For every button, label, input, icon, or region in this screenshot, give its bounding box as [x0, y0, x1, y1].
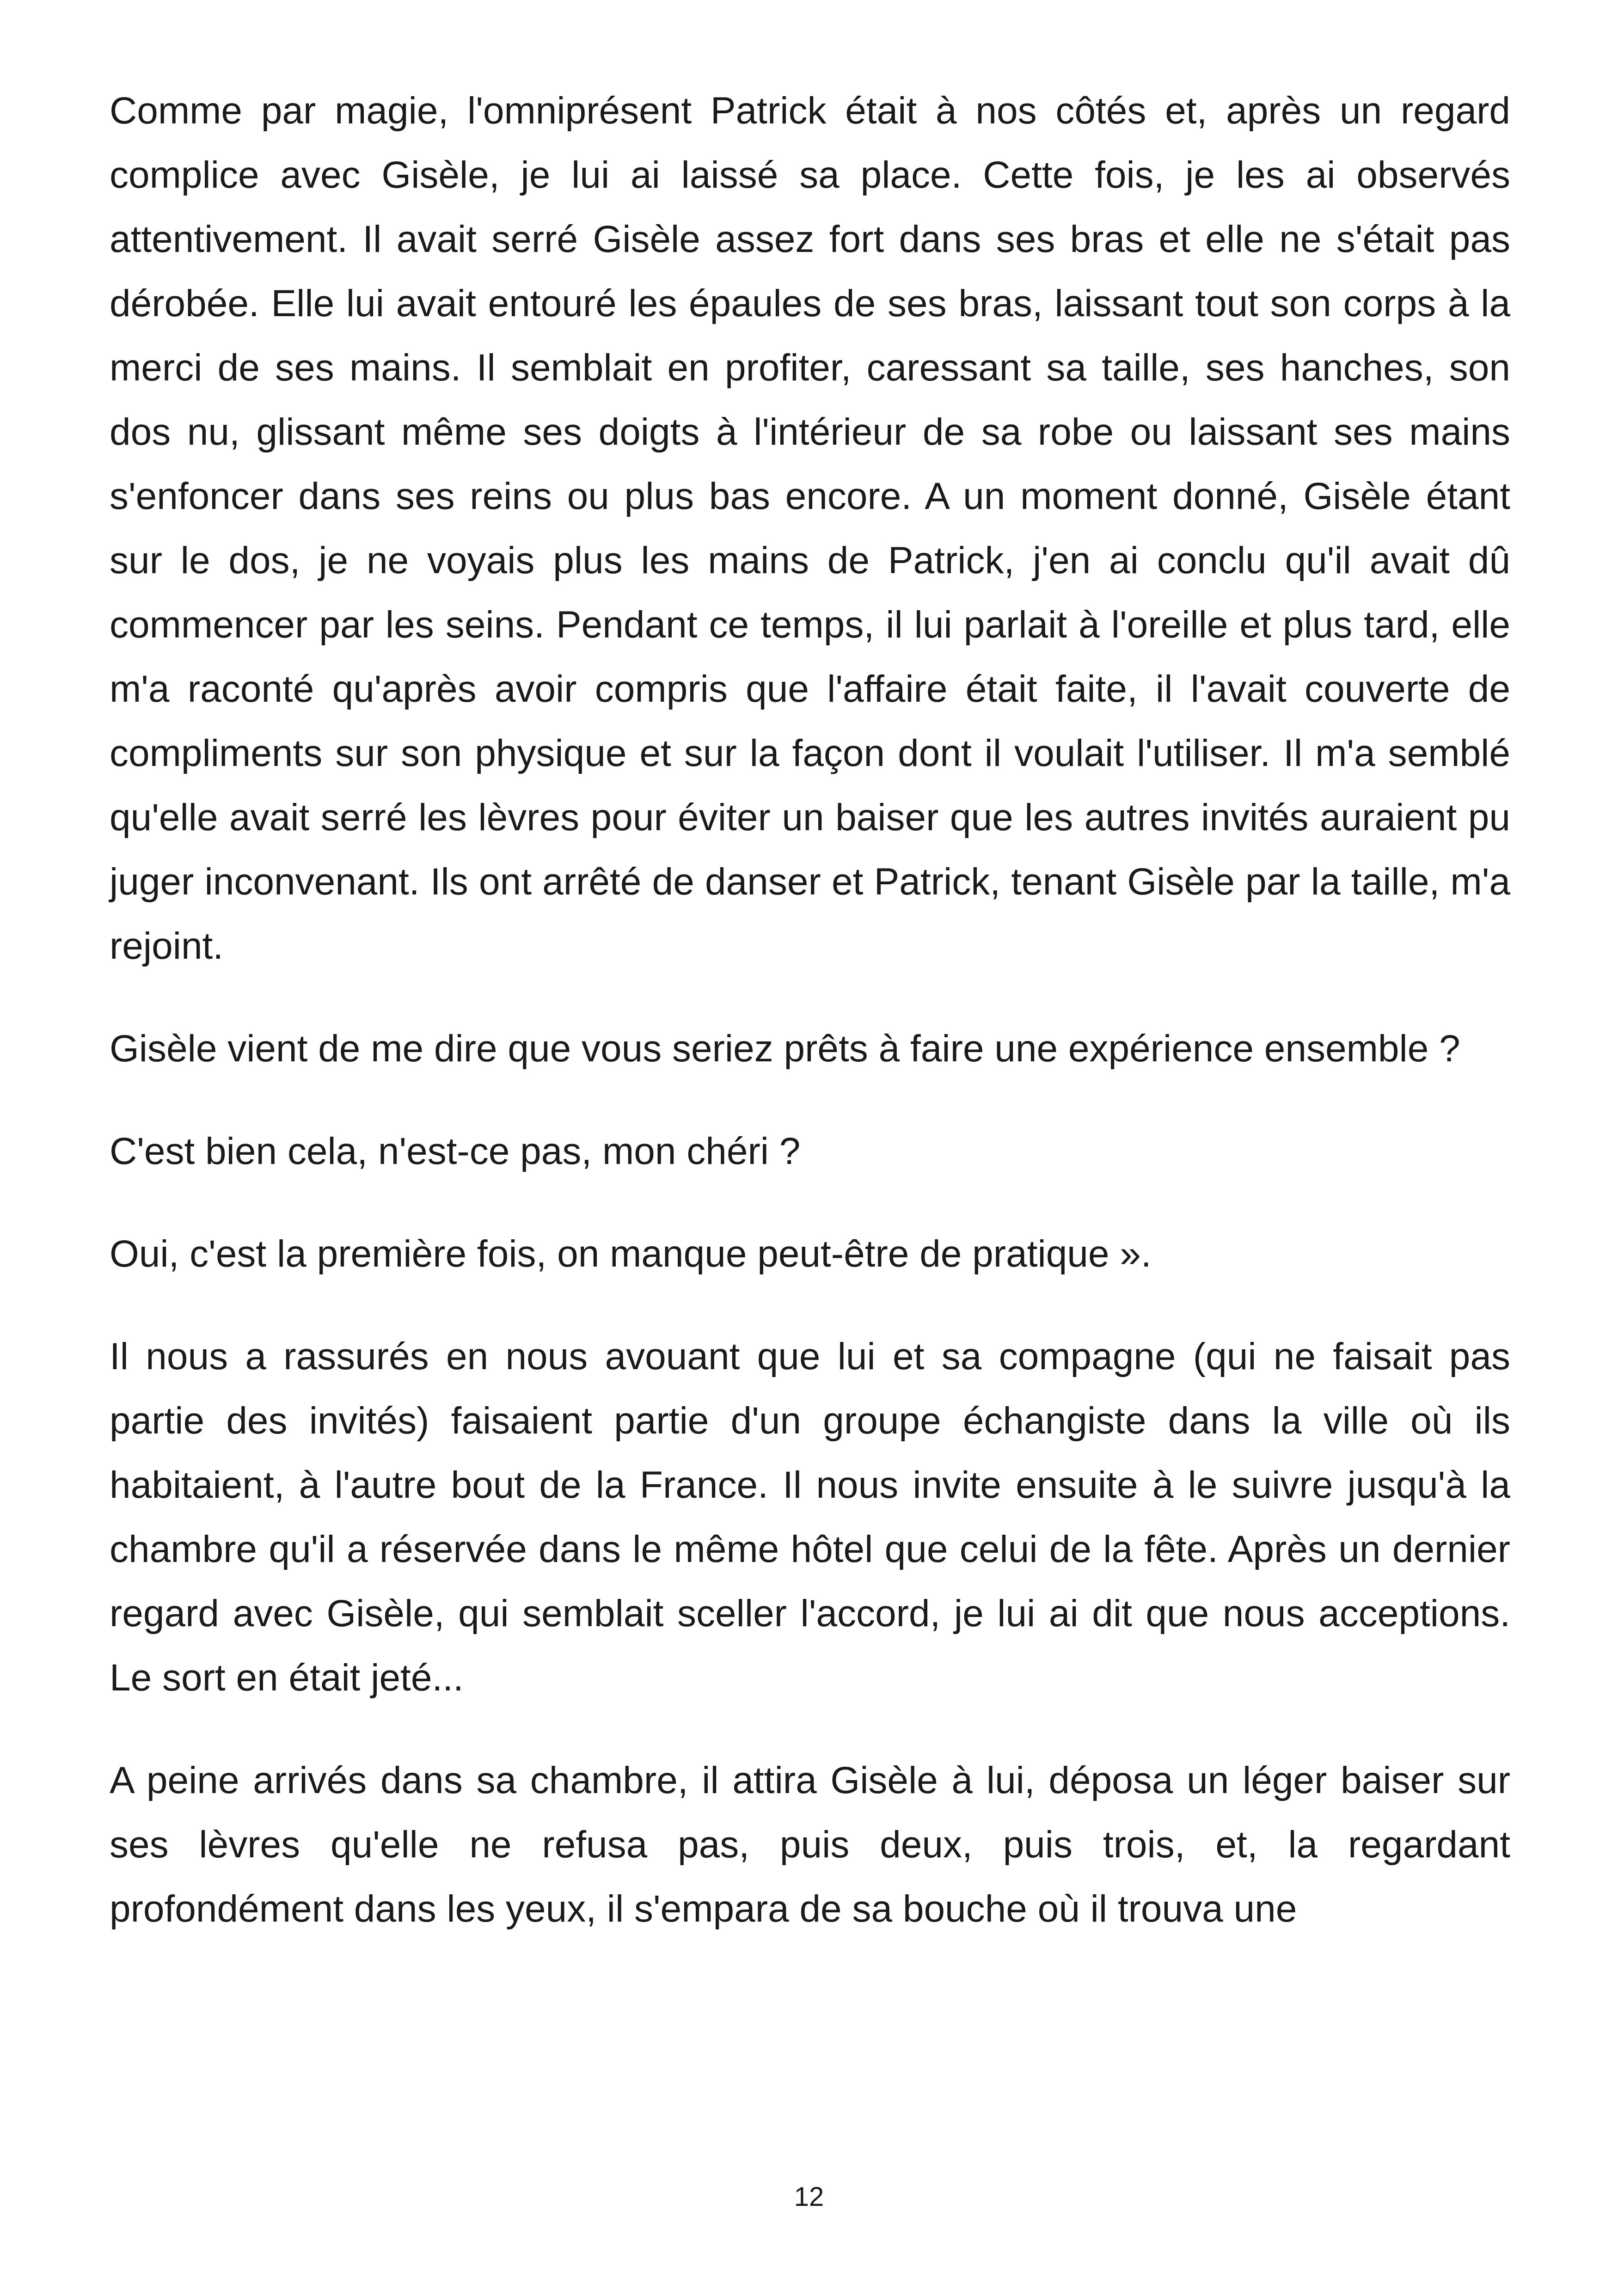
- paragraph-5: Il nous a rassurés en nous avouant que lui et sa compagne (qui ne faisait pas partie des invités) faisaient partie d'un groupe échangiste dans la ville où ils habitaient, à l'autre bout de la France. Il nous invite ensuite à le suivre jusqu'à la chambre qu'il a réservée dans le même hôtel que celui de la fête. Après un dernier regard avec Gisèle, qui semblait sceller l'accord, je lui ai dit que nous acceptions. Le sort en était jeté...: [110, 1335, 1510, 1699]
- paragraph-4: Oui, c'est la première fois, on manque peut-être de pratique ».: [110, 1233, 1152, 1275]
- paragraph-2: Gisèle vient de me dire que vous seriez prêts à faire une expérience ensemble ?: [110, 1028, 1460, 1070]
- paragraph-6: A peine arrivés dans sa chambre, il attira Gisèle à lui, déposa un léger baiser sur ses lèvres qu'elle ne refusa pas, puis deux, puis trois, et, la regardant profondément dans les yeux, il s'empara de sa bouche où il trouva une: [110, 1759, 1510, 1930]
- page-number: 12: [794, 2182, 824, 2212]
- paragraph-3: C'est bien cela, n'est-ce pas, mon chéri ?: [110, 1130, 801, 1172]
- paragraph-1: Comme par magie, l'omniprésent Patrick était à nos côtés et, après un regard complice avec Gisèle, je lui ai laissé sa place. Cette fois, je les ai observés attentivement. Il avait serré Gisèle assez fort dans ses bras et elle ne s'était pas dérobée. Elle lui avait entouré les épaules de ses bras, laissant tout son corps à la merci de ses mains. Il semblait en profiter, caressant sa taille, ses hanches, son dos nu, glissant même ses doigts à l'intérieur de sa robe ou laissant ses mains s'enfoncer dans ses reins ou plus bas encore. A un moment donné, Gisèle étant sur le dos, je ne voyais plus les mains de Patrick, j'en ai conclu qu'il avait dû commencer par les seins. Pendant ce temps, il lui parlait à l'oreille et plus tard, elle m'a raconté qu'après avoir compris que l'affaire était faite, il l'avait couverte de compliments sur son physique et sur la façon dont il voulait l'utiliser. Il m'a semblé qu'elle avait serré les lèvres pour éviter un baiser que les autres invités auraient pu juger inconvenant. Ils ont arrêté de danser et Patrick, tenant Gisèle par la taille, m'a rejoint.: [110, 90, 1510, 967]
- body-text: [110, 79, 1510, 1979]
